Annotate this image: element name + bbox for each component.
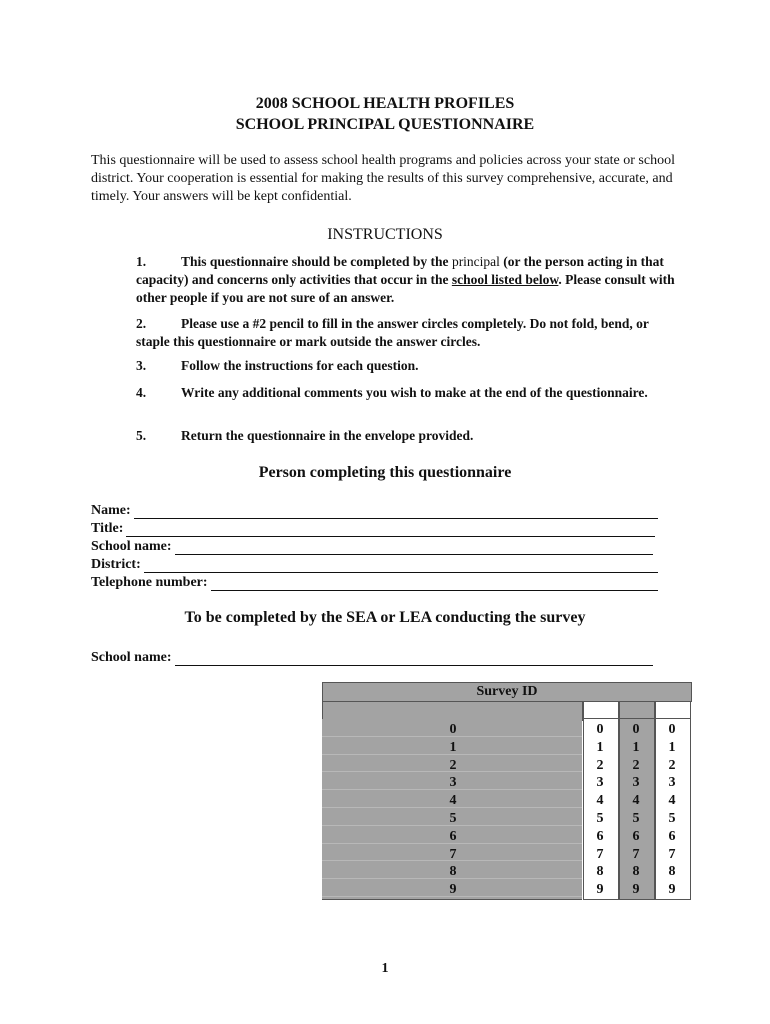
- survey-id-digit-col1-6[interactable]: 6: [449, 828, 457, 844]
- instruction-item-1: [136, 253, 681, 307]
- district-line[interactable]: [144, 560, 658, 573]
- survey-id-digit-col4-0[interactable]: 0: [668, 722, 676, 737]
- field-label: Title:: [91, 521, 124, 536]
- field-label: Telephone number:: [91, 575, 208, 590]
- instruction-number: 2.: [136, 316, 147, 331]
- survey-id-digit-col2-4[interactable]: 4: [596, 793, 604, 809]
- survey-id-digit-col1-1[interactable]: 1: [449, 739, 457, 755]
- survey-id-box-3[interactable]: [619, 701, 655, 719]
- survey-id-digit-col4-1[interactable]: 1: [668, 739, 676, 755]
- survey-id-digit-col3-9[interactable]: 9: [632, 882, 640, 898]
- survey-id-digit-col4-4[interactable]: 4: [668, 793, 676, 809]
- survey-id-digit-col1-4[interactable]: 4: [449, 793, 457, 809]
- instruction-text: Follow the instructions for each question.: [181, 358, 419, 373]
- field-label: School name:: [91, 650, 172, 665]
- survey-id-digit-col4-5[interactable]: 5: [668, 811, 676, 826]
- page-number: 1: [381, 961, 389, 976]
- instruction-text: . Please consult with other people if you are not sure of an answer.: [136, 272, 675, 305]
- survey-id-digit-col2-2[interactable]: 2: [596, 757, 604, 773]
- survey-id-digit-col2-5[interactable]: 5: [596, 811, 604, 826]
- survey-id-digit-col3-6[interactable]: 6: [632, 828, 640, 844]
- survey-id-digit-col2-7[interactable]: 7: [596, 846, 604, 862]
- field-label: Name:: [91, 503, 131, 518]
- survey-id-digit-col2-0[interactable]: 0: [596, 722, 604, 737]
- instruction-number: 4.: [136, 385, 147, 400]
- survey-id-digit-col3-2[interactable]: 2: [632, 757, 640, 773]
- instruction-text-school-listed: school listed below: [451, 272, 559, 287]
- survey-id-digit-col3-0[interactable]: 0: [632, 722, 640, 737]
- sea-school-name-line[interactable]: [175, 653, 653, 666]
- survey-id-digit-col3-3[interactable]: 3: [632, 775, 640, 791]
- survey-id-grid: [322, 682, 692, 899]
- telephone-line[interactable]: [211, 578, 658, 591]
- survey-id-digit-col3-8[interactable]: 8: [632, 864, 640, 880]
- instruction-number: 3.: [136, 358, 147, 373]
- survey-id-digit-col2-1[interactable]: 1: [596, 739, 604, 755]
- survey-id-digit-col4-6[interactable]: 6: [668, 828, 676, 844]
- document-title-line1: 2008 SCHOOL HEALTH PROFILES: [255, 95, 515, 112]
- name-field[interactable]: [91, 501, 658, 519]
- survey-id-digit-col1-2[interactable]: 2: [449, 757, 457, 773]
- survey-id-box-4[interactable]: [655, 701, 691, 719]
- instruction-number: 5.: [136, 428, 147, 443]
- title-line[interactable]: [126, 524, 655, 537]
- school-name-field[interactable]: [91, 537, 653, 555]
- survey-id-digit-col1-9[interactable]: 9: [449, 882, 457, 898]
- document-title-line2: SCHOOL PRINCIPAL QUESTIONNAIRE: [235, 116, 535, 133]
- survey-id-digit-col4-9[interactable]: 9: [668, 882, 676, 898]
- instruction-text: (or the person acting in that capacity) and concerns only activities that occur in the: [136, 254, 664, 287]
- survey-id-digit-col4-3[interactable]: 3: [668, 775, 676, 791]
- survey-id-digit-col3-7[interactable]: 7: [632, 846, 640, 862]
- survey-id-digit-col2-8[interactable]: 8: [596, 864, 604, 880]
- survey-id-digit-col1-0[interactable]: 0: [449, 722, 457, 737]
- instruction-item-5: [136, 427, 681, 445]
- survey-id-digit-col2-3[interactable]: 3: [596, 775, 604, 791]
- survey-id-digit-col4-2[interactable]: 2: [668, 757, 676, 773]
- instruction-item-4: [136, 384, 681, 402]
- instruction-number: 1.: [136, 254, 147, 269]
- instruction-text: Please use a #2 pencil to fill in the answer circles completely. Do not fold, bend, or staple this questionnaire or mark outside the answer circles.: [136, 316, 649, 349]
- survey-id-digit-col3-5[interactable]: 5: [632, 811, 640, 826]
- instruction-text: Write any additional comments you wish to make at the end of the questionnaire.: [181, 385, 648, 400]
- survey-id-digit-col2-9[interactable]: 9: [596, 882, 604, 898]
- instruction-item-2: [136, 315, 681, 351]
- survey-id-label: Survey ID: [322, 682, 692, 702]
- instruction-text-principal: principal: [451, 254, 500, 269]
- survey-id-digit-col1-3[interactable]: 3: [449, 775, 457, 791]
- survey-id-digit-col1-7[interactable]: 7: [449, 846, 457, 862]
- person-section-heading: Person completing this questionnaire: [258, 464, 512, 481]
- field-label: District:: [91, 557, 141, 572]
- survey-id-digit-col2-6[interactable]: 6: [596, 828, 604, 844]
- instructions-heading: INSTRUCTIONS: [327, 226, 443, 243]
- survey-id-digit-col1-5[interactable]: 5: [449, 811, 457, 826]
- survey-id-digit-col1-8[interactable]: 8: [449, 864, 457, 880]
- district-field[interactable]: [91, 555, 658, 573]
- survey-id-digit-col3-4[interactable]: 4: [632, 793, 640, 809]
- survey-id-digit-col4-8[interactable]: 8: [668, 864, 676, 880]
- school-name-line[interactable]: [175, 542, 653, 555]
- survey-id-subheader: [322, 701, 583, 721]
- instruction-item-3: [136, 357, 681, 375]
- instruction-text: This questionnaire should be completed by the: [181, 254, 452, 269]
- title-field[interactable]: [91, 519, 655, 537]
- survey-id-box-2[interactable]: [583, 701, 619, 719]
- survey-id-digit-col3-1[interactable]: 1: [632, 739, 640, 755]
- survey-id-digit-col4-7[interactable]: 7: [668, 846, 676, 862]
- telephone-field[interactable]: [91, 573, 658, 591]
- sea-school-name-field[interactable]: [91, 648, 653, 666]
- field-label: School name:: [91, 539, 172, 554]
- instruction-text: Return the questionnaire in the envelope provided.: [181, 428, 474, 443]
- intro-paragraph: This questionnaire will be used to assess school health programs and policies across your state or school district. Your cooperation is essential for making the results of this survey comprehensive, accurate, and timely. Your answers will be kept confidential.: [91, 153, 675, 204]
- sea-section-heading: To be completed by the SEA or LEA conducting the survey: [184, 609, 586, 626]
- name-line[interactable]: [134, 506, 658, 519]
